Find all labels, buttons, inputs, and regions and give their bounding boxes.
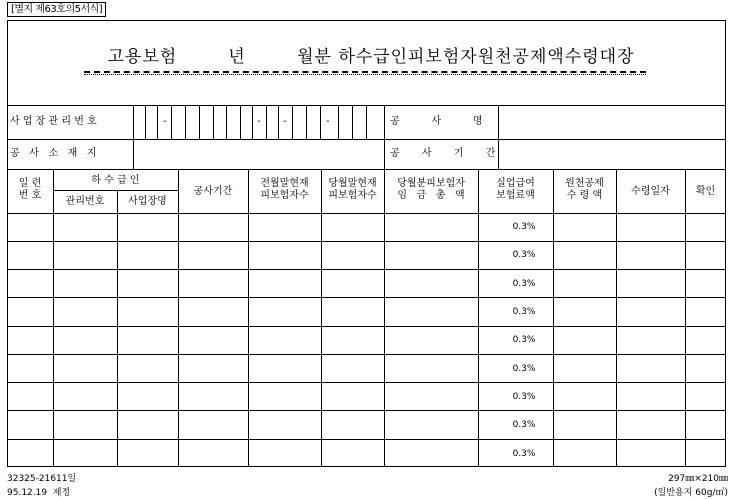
row-line xyxy=(7,326,726,327)
col-line xyxy=(53,169,54,467)
info-center-divider xyxy=(384,105,385,169)
form-frame xyxy=(7,20,726,467)
digit-box-line xyxy=(157,105,158,139)
row-line xyxy=(7,382,726,383)
digit-box-line xyxy=(352,105,353,139)
row-line xyxy=(7,241,726,242)
col-serial: 일 련 번 호 xyxy=(18,178,42,201)
digit-box-line xyxy=(240,105,241,139)
row-line xyxy=(7,354,726,355)
digit-box-line xyxy=(213,105,214,139)
digit-box-line xyxy=(266,105,267,139)
col-line xyxy=(616,169,617,467)
site-address-label: 공 사 소 재 지 xyxy=(10,148,97,159)
title-underline-dotted xyxy=(84,74,646,75)
col-line xyxy=(553,169,554,467)
footer-paper: (일반용지 60g/㎡) xyxy=(654,488,728,498)
table-row-rate: 0.3% xyxy=(512,222,536,232)
row-line xyxy=(7,439,726,440)
subcontractor-split-line xyxy=(53,190,178,191)
table-row-rate: 0.3% xyxy=(512,364,536,374)
digit-box-line xyxy=(320,105,321,139)
digit-box-line xyxy=(199,105,200,139)
digit-box-line xyxy=(171,105,172,139)
col-line xyxy=(321,169,322,467)
digit-box-line xyxy=(366,105,367,139)
table-row-rate: 0.3% xyxy=(512,335,536,345)
footer-date: 95.12.19 제정 xyxy=(7,488,71,498)
col-line xyxy=(384,169,385,467)
construction-name-label: 공 사 명 xyxy=(390,116,483,127)
digit-box-line xyxy=(252,105,253,139)
table-row-rate: 0.3% xyxy=(512,392,536,402)
col-wage-total: 당월분피보험자 임 금 총 액 xyxy=(397,178,465,201)
table-row-rate: 0.3% xyxy=(512,279,536,289)
col-confirm: 확인 xyxy=(695,186,716,197)
col-withholding: 원천공제 수 령 액 xyxy=(565,178,604,201)
dash-2: - xyxy=(257,116,261,127)
col-line xyxy=(117,190,118,467)
form-number-label: [별지 제63호의5서식] xyxy=(7,2,106,17)
info-bottom-line xyxy=(7,169,726,170)
table-row-rate: 0.3% xyxy=(512,420,536,430)
col-period: 공사기간 xyxy=(193,186,233,197)
row-line xyxy=(7,269,726,270)
digit-box-line xyxy=(185,105,186,139)
table-row-rate: 0.3% xyxy=(512,250,536,260)
col-mgmt-no: 관리번호 xyxy=(65,196,105,207)
col-prev-insured: 전월말현재 피보험자수 xyxy=(260,178,309,201)
col-line xyxy=(478,169,479,467)
table-row-rate: 0.3% xyxy=(512,449,536,459)
table-row-rate: 0.3% xyxy=(512,307,536,317)
row-line xyxy=(7,297,726,298)
info-label-divider xyxy=(133,105,134,169)
footer-size: 297㎜×210㎜ xyxy=(668,474,728,484)
digit-box-line xyxy=(306,105,307,139)
dash-4: - xyxy=(326,116,330,127)
digit-box-line xyxy=(338,105,339,139)
digit-box-line xyxy=(145,105,146,139)
col-receipt-date: 수령일자 xyxy=(631,186,670,197)
header-bottom-line xyxy=(7,213,726,214)
dash-1: - xyxy=(163,116,167,127)
digit-box-line xyxy=(226,105,227,139)
col-line xyxy=(685,169,686,467)
business-no-label: 사 업 장 관 리 번 호 xyxy=(10,116,97,127)
digit-box-line xyxy=(278,105,279,139)
construction-period-label: 공 사 기 간 xyxy=(390,148,496,159)
page-title: 고용보험 년 월분 하수급인피보험자원천공제액수령대장 xyxy=(107,47,635,67)
col-premium-rate: 실업급여 보험료액 xyxy=(496,178,535,201)
col-subcontractor: 하 수 급 인 xyxy=(91,175,140,186)
info-mid-line xyxy=(7,139,726,140)
col-business-name: 사업장명 xyxy=(128,196,167,207)
col-line xyxy=(248,169,249,467)
col-curr-insured: 당월말현재 피보험자수 xyxy=(328,178,377,201)
title-underline xyxy=(84,71,646,73)
dash-3: - xyxy=(283,116,287,127)
info-value-divider xyxy=(498,105,499,169)
digit-box-line xyxy=(292,105,293,139)
row-line xyxy=(7,410,726,411)
col-line xyxy=(178,169,179,467)
footer-code: 32325-21611일 xyxy=(7,474,77,484)
